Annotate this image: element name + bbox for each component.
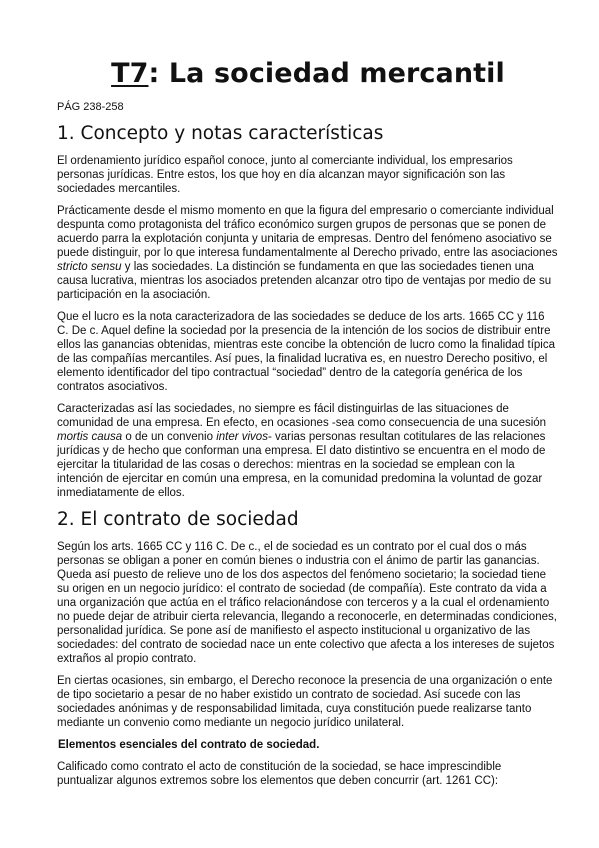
page-range: PÁG 238-258 xyxy=(57,101,124,113)
section-2-paragraph-3: Calificado como contrato el acto de constitución de la sociedad, se hace imprescindible puntualizar algunos extremos sobre los elementos que deben concurrir (art. 1261 CC): xyxy=(57,761,502,787)
text-run: Prácticamente desde el mismo momento en que la figura del empresario o comerciante individual despunta como protagonista del tráfico económico surgen grupos de personas que se ponen de acuerdo parra la explotación conjunta y unitaria de empresas. Dentro del fenómeno asociativo se puede distinguir, por lo que interesa fundamentalmente al Derecho privado, entre las asociaciones xyxy=(57,205,558,259)
section-1-paragraph-1: El ordenamiento jurídico español conoce, junto al comerciante individual, los empresarios personas jurídicas. Entre estos, los que hoy en día alcanzan mayor significación son las sociedades mercantiles. xyxy=(57,155,513,195)
section-2-paragraph-2: En ciertas ocasiones, sin embargo, el Derecho reconoce la presencia de una organización o ente de tipo societario a pesar de no haber existido un contrato de sociedad. Así sucede con las sociedades anónimas y de responsabilidad limitada, cuya constitución puede realizarse tanto mediante un convenio como mediante un negocio jurídico unilateral. xyxy=(57,675,553,729)
section-1-heading: 1. Concepto y notas características xyxy=(57,123,384,144)
text-run: - varias personas resultan cotitulares de las relaciones jurídicas y de hecho que conforman una empresa. El dato distintivo se encuentra en el modo de ejercitar la titularidad de las cosas o derechos: mientras en la sociedad se emplean con la intención de ejercitar en común una empresa, en la comunidad predomina la voluntad de gozar inmediatamente de ellos. xyxy=(57,431,546,499)
section-1-paragraph-3: Que el lucro es la nota caracterizadora de las sociedades se deduce de los arts. 1665 CC y 116 C. De c. Aquel define la sociedad por la presencia de la intención de los socios de distribuir entre ellos las ganancias obtenidas, mientras este concibe la obtención de lucro como la finalidad típica de las compañías mercantiles. Así pues, la finalidad lucrativa es, en nuestro Derecho positivo, el elemento identificador del tipo contractual “sociedad” dentro de la categoría genérica de los contratos asociativos. xyxy=(57,311,555,393)
text-run: Caracterizadas así las sociedades, no siempre es fácil distinguirlas de las situaciones de comunidad de una empresa. En efecto, en ocasiones -sea como consecuencia de una sucesión xyxy=(57,403,547,429)
italic-term: stricto sensu xyxy=(57,261,122,273)
section-2-subheading: Elementos esenciales del contrato de sociedad. xyxy=(58,739,320,751)
section-2-heading: 2. El contrato de sociedad xyxy=(57,509,299,530)
document-title xyxy=(57,56,559,92)
italic-term: mortis causa xyxy=(57,431,123,443)
title-text: : La sociedad mercantil xyxy=(148,58,505,89)
section-2-paragraph-1: Según los arts. 1665 CC y 116 C. De c., el de sociedad es un contrato por el cual dos o más personas se obligan a poner en común bienes o industria con el ánimo de partir las ganancias. Queda así puesto de relieve uno de los dos aspectos del fenómeno societario; la sociedad tiene su origen en un negocio jurídico: el contrato de sociedad (de compañía). Este contrato da vida a una organización que actúa en el tráfico relacionándose con terceros y a la cual el ordenamiento no puede dejar de atribuir cierta relevancia, llegando a reconocerle, en determinadas condiciones, personalidad jurídica. Se pone así de manifiesto el aspecto institucional u organizativo de las sociedades: del contrato de sociedad nace un ente colectivo que afecta a los intereses de sujetos extraños al propio contrato. xyxy=(57,541,557,665)
section-1-paragraph-4 xyxy=(57,402,559,500)
text-run: y las sociedades. La distinción se fundamenta en que las sociedades tienen una causa lucrativa, mientras los asociados pretenden alcanzar otro tipo de ventajas por medio de su participación en la asociación. xyxy=(57,261,552,301)
italic-term: inter vivos xyxy=(216,431,268,443)
text-run: o de un convenio xyxy=(122,431,217,443)
section-1-paragraph-2 xyxy=(57,204,559,302)
topic-code: T7 xyxy=(111,58,149,89)
